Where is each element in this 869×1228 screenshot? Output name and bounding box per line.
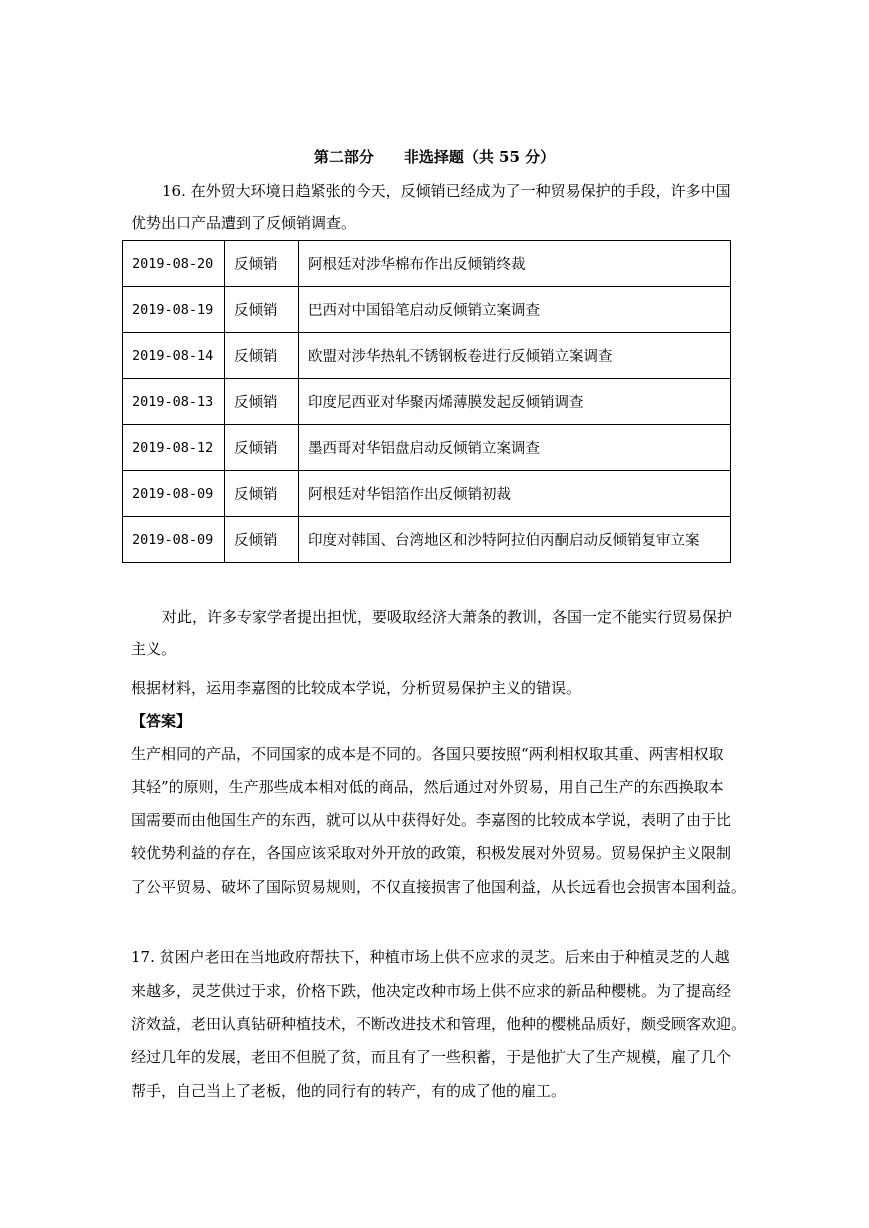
- table-cell-event: 墨西哥对华铝盘启动反倾销立案调查: [299, 425, 731, 471]
- table-cell-event: 阿根廷对涉华棉布作出反倾销终裁: [299, 241, 731, 287]
- answer-line: 国需要而由他国生产的东西，就可以从中获得好处。李嘉图的比较成本学说，表明了由于比: [131, 811, 732, 829]
- answer-line: 其轻”的原则，生产那些成本相对低的商品，然后通过对外贸易，用自己生产的东西换取本: [131, 778, 724, 796]
- table-cell-event: 欧盟对涉华热轧不锈钢板卷进行反倾销立案调查: [299, 333, 731, 379]
- q17-line: 经过几年的发展，老田不但脱了贫，而且有了一些积蓄，于是他扩大了生产规模，雇了几个: [131, 1048, 732, 1066]
- q17-line: 帮手，自己当上了老板，他的同行有的转产，有的成了他的雇工。: [131, 1082, 567, 1100]
- table-row: [123, 425, 731, 471]
- table-cell-event: 印度尼西亚对华聚丙烯薄膜发起反倾销调查: [299, 379, 731, 425]
- table-cell-type: 反倾销: [225, 425, 299, 471]
- table-cell-type: 反倾销: [225, 517, 299, 563]
- q16-intro-line-2: 优势出口产品遭到了反倾销调查。: [131, 214, 357, 232]
- table-cell-date: 2019-08-09: [123, 517, 225, 563]
- table-cell-date: 2019-08-12: [123, 425, 225, 471]
- table-cell-event: 巴西对中国铅笔启动反倾销立案调查: [299, 287, 731, 333]
- table-row: [123, 517, 731, 563]
- q17-line: 17. 贫困户老田在当地政府帮扶下，种植市场上供不应求的灵芝。后来由于种植灵芝的人越: [131, 948, 730, 966]
- table-row: [123, 379, 731, 425]
- table-cell-date: 2019-08-19: [123, 287, 225, 333]
- q16-intro-line-1: 16. 在外贸大环境日趋紧张的今天，反倾销已经成为了一种贸易保护的手段，许多中国: [162, 182, 731, 200]
- table-cell-type: 反倾销: [225, 379, 299, 425]
- q17-line: 济效益，老田认真钻研种植技术，不断改进技术和管理，他种的樱桃品质好，颇受顾客欢迎。: [131, 1015, 747, 1033]
- table-cell-type: 反倾销: [225, 471, 299, 517]
- q16-after-line-2: 主义。: [131, 640, 177, 658]
- answer-line: 了公平贸易、破坏了国际贸易规则，不仅直接损害了他国利益，从长远看也会损害本国利益。: [131, 878, 747, 896]
- table-cell-date: 2019-08-09: [123, 471, 225, 517]
- anti-dumping-table: [122, 240, 731, 563]
- table-cell-date: 2019-08-13: [123, 379, 225, 425]
- table-row: [123, 241, 731, 287]
- table-cell-event: 阿根廷对华铝箔作出反倾销初裁: [299, 471, 731, 517]
- section-title: 第二部分 非选择题（共 55 分）: [313, 148, 556, 166]
- table-cell-type: 反倾销: [225, 241, 299, 287]
- table-row: [123, 287, 731, 333]
- answer-label: 【答案】: [131, 712, 192, 730]
- table-row: [123, 471, 731, 517]
- table-row: [123, 333, 731, 379]
- table-cell-date: 2019-08-14: [123, 333, 225, 379]
- table-cell-type: 反倾销: [225, 333, 299, 379]
- q16-question: 根据材料，运用李嘉图的比较成本学说，分析贸易保护主义的错误。: [131, 679, 582, 697]
- answer-line: 较优势利益的存在，各国应该采取对外开放的政策，积极发展对外贸易。贸易保护主义限制: [131, 844, 732, 862]
- answer-line: 生产相同的产品，不同国家的成本是不同的。各国只要按照“两利相权取其重、两害相权取: [131, 745, 724, 763]
- q16-after-line-1: 对此，许多专家学者提出担忧，要吸取经济大萧条的教训，各国一定不能实行贸易保护: [162, 608, 733, 626]
- table-cell-event: 印度对韩国、台湾地区和沙特阿拉伯丙酮启动反倾销复审立案: [299, 517, 731, 563]
- table-cell-type: 反倾销: [225, 287, 299, 333]
- table-cell-date: 2019-08-20: [123, 241, 225, 287]
- q17-line: 来越多，灵芝供过于求，价格下跌，他决定改种市场上供不应求的新品种樱桃。为了提高经: [131, 982, 732, 1000]
